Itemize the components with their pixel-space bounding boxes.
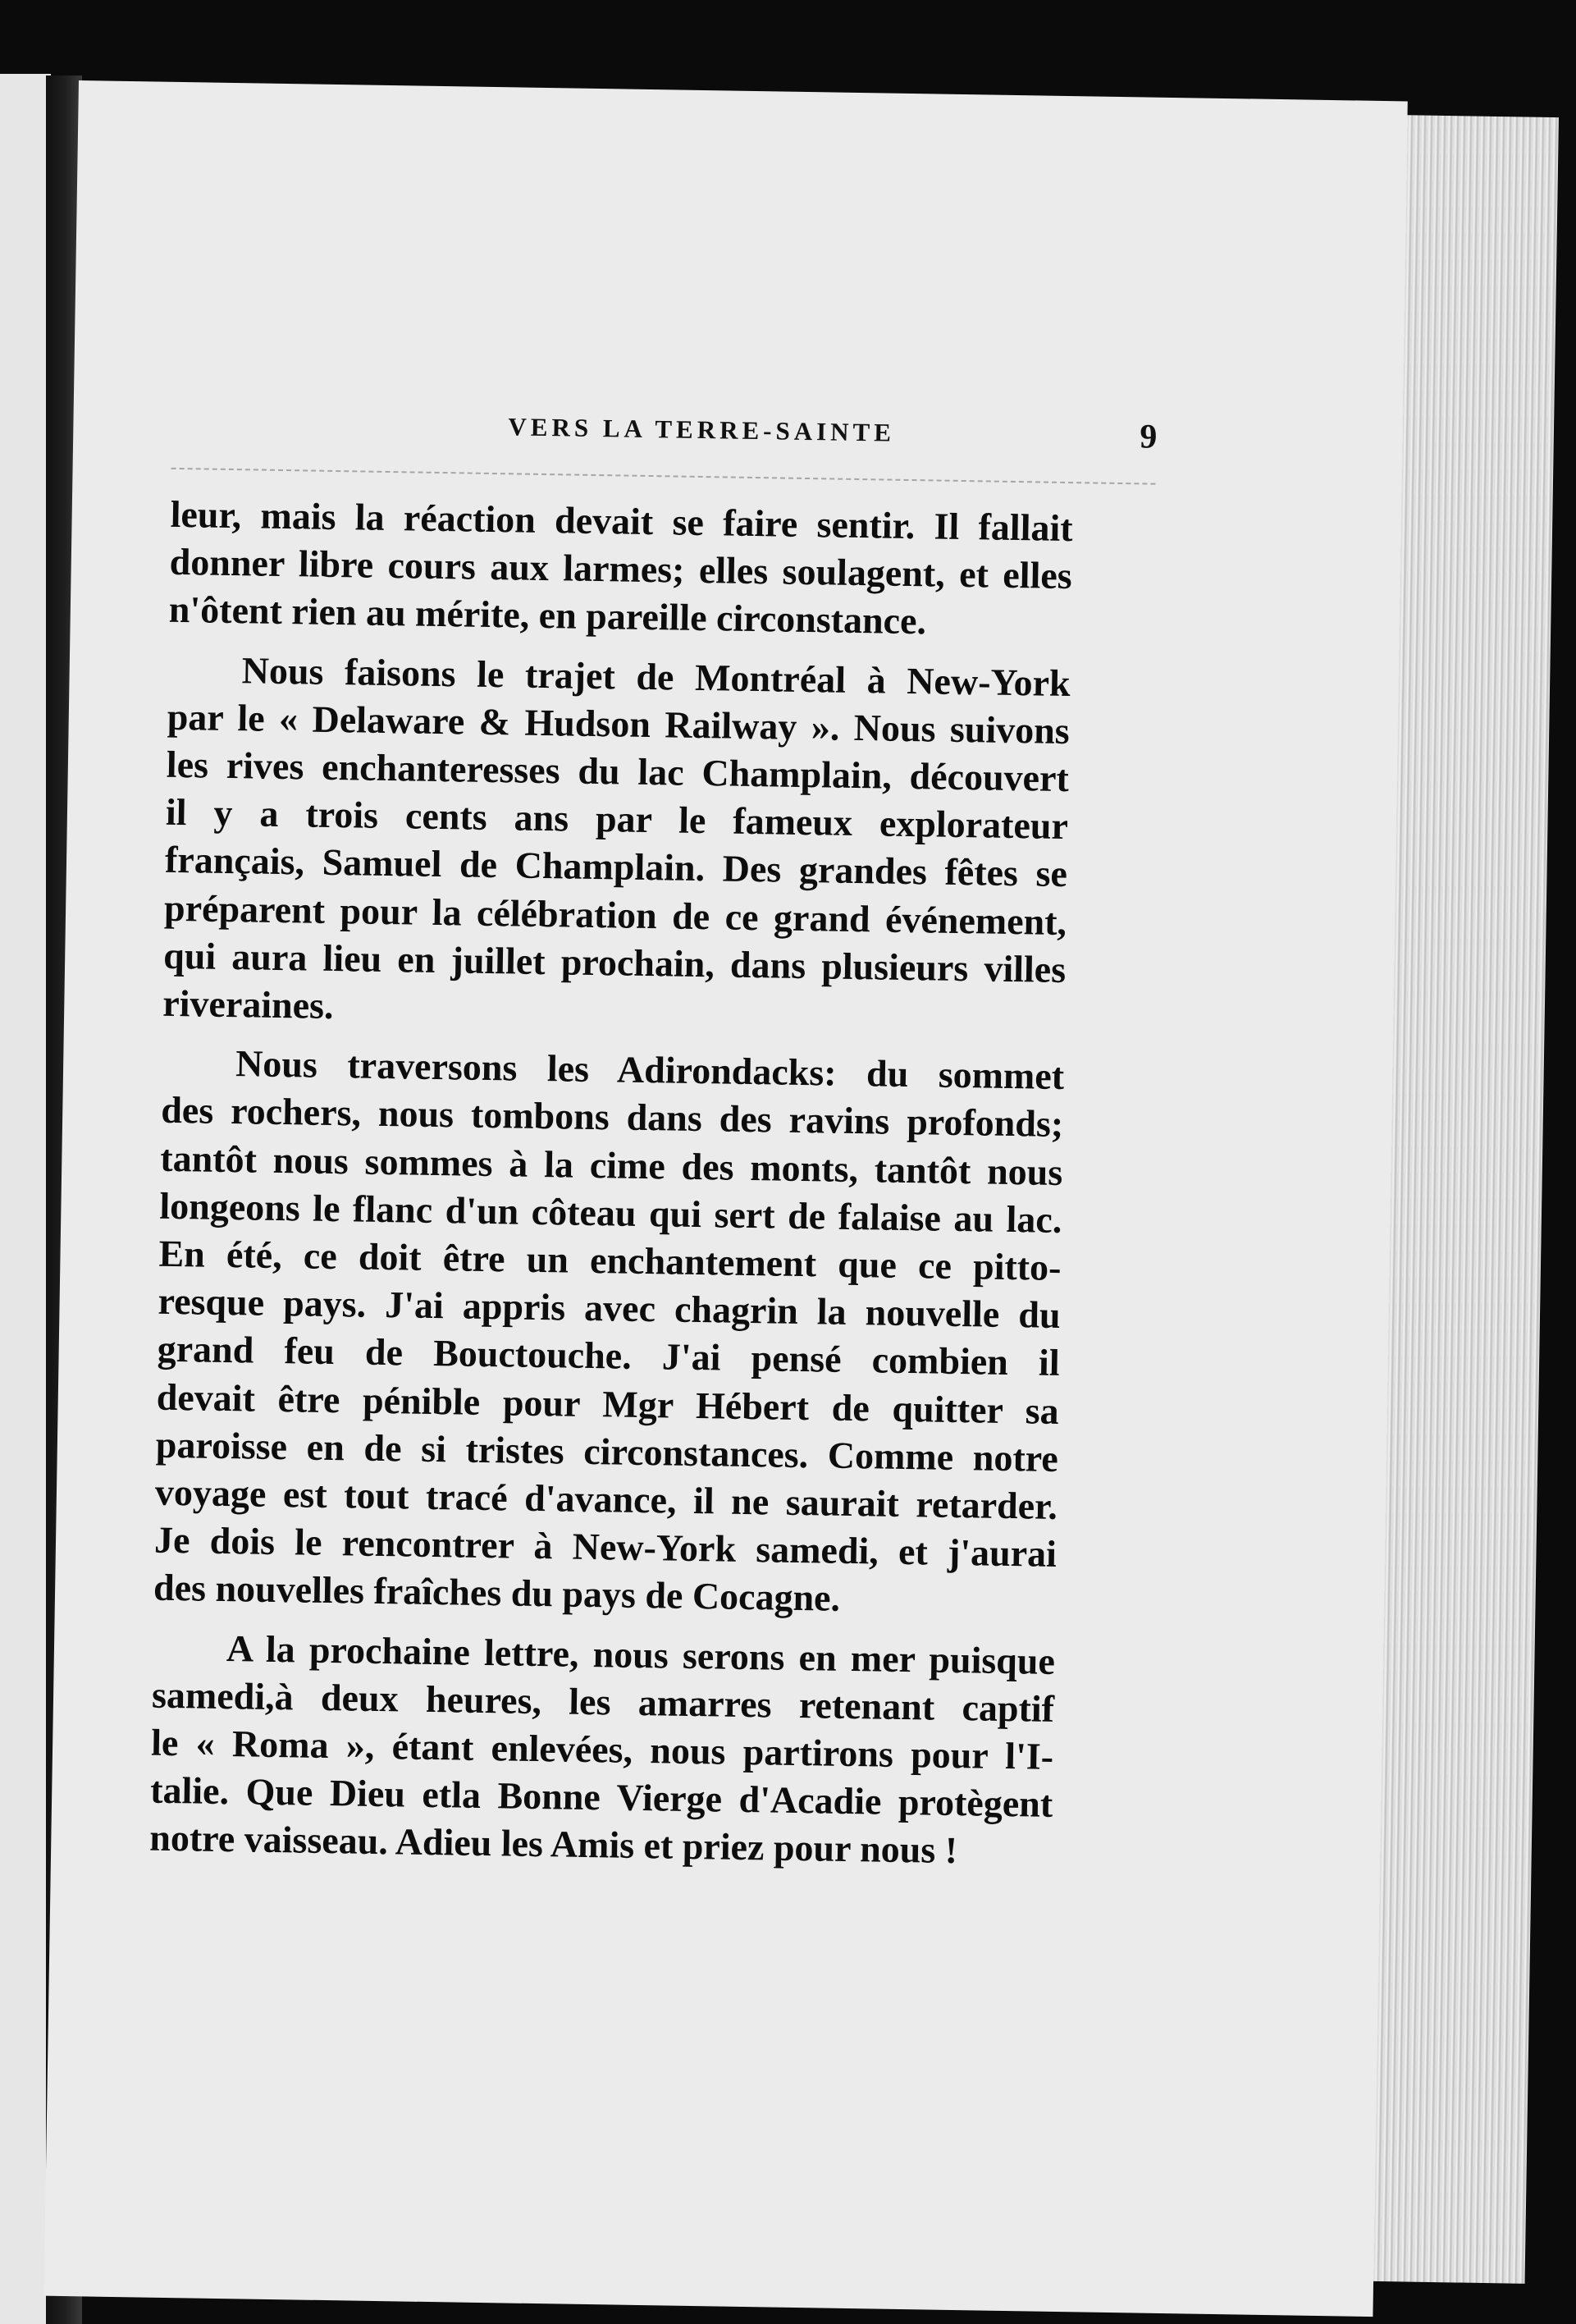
text-line: qui aura lieu en juillet prochain, dans plusieurs villes — [162, 934, 1067, 990]
text-line: resque pays. J'ai appris avec chagrin la nouvelle du — [158, 1279, 1061, 1337]
text-line: talie. Que Dieu etla Bonne Vierge d'Acadie protègent — [149, 1768, 1053, 1826]
text-line: tantôt nous sommes à la cime des monts, tantôt nous — [159, 1137, 1063, 1193]
text-line: n'ôtent rien au mérite, en pareille circonstance. — [168, 588, 927, 643]
text-line: A la prochaine lettre, nous serons en mer puisque — [226, 1626, 1056, 1682]
running-title: VERS LA TERRE-SAINTE — [508, 412, 896, 447]
text-line: riveraines. — [162, 981, 334, 1027]
text-line: donner libre cours aux larmes; elles soulagent, et elles — [169, 541, 1073, 597]
facing-page-edge — [0, 74, 51, 2324]
text-line: samedi,à deux heures, les amarres retenant captif — [151, 1673, 1055, 1730]
text-line: préparent pour la célébration de ce grand événement, — [163, 886, 1067, 943]
paragraph-3 — [153, 1039, 1065, 1626]
text-line: par le « Delaware & Hudson Railway ». Nous suivons — [167, 695, 1071, 752]
text-line: Je dois le rencontrer à New-York samedi, et j'aurai — [153, 1518, 1058, 1576]
text-line: grand feu de Bouctouche. J'ai pensé combien il — [157, 1328, 1060, 1384]
text-line: les rives enchanteresses du lac Champlain, découvert — [166, 743, 1070, 800]
page-number: 9 — [1139, 418, 1158, 456]
text-line: devait être pénible pour Mgr Hébert de quitter sa — [156, 1375, 1060, 1432]
text-line: paroisse en de si tristes circonstances. Comme notre — [155, 1423, 1059, 1480]
paragraph-2 — [162, 645, 1071, 1041]
body-text — [149, 491, 1073, 1888]
text-line: français, Samuel de Champlain. Des grandes fêtes se — [164, 839, 1068, 895]
paragraph-1 — [168, 491, 1073, 648]
text-line: des rochers, nous tombons dans des ravins profonds; — [160, 1089, 1064, 1146]
text-line: voyage est tout tracé d'avance, il ne saurait retarder. — [154, 1471, 1058, 1528]
text-line: longeons le flanc d'un côteau qui sert de falaise au lac. — [159, 1184, 1062, 1241]
text-line: il y a trois cents ans par le fameux explorateur — [165, 790, 1069, 848]
text-line: notre vaisseau. Adieu les Amis et priez pour nous ! — [148, 1817, 958, 1872]
text-line: des nouvelles fraîches du pays de Cocagne. — [153, 1567, 841, 1620]
text-line: le « Roma », étant enlevées, nous partirons pour l'I- — [150, 1721, 1054, 1777]
text-line: En été, ce doit être un enchantement que ce pitto- — [158, 1232, 1062, 1289]
paragraph-4 — [149, 1623, 1055, 1876]
text-line: Nous faisons le trajet de Montréal à New-York — [241, 648, 1071, 704]
text-line: leur, mais la réaction devait se faire sentir. Il fallait — [170, 492, 1073, 550]
text-line: Nous traversons les Adirondacks: du sommet — [235, 1042, 1065, 1098]
running-header — [426, 406, 1165, 483]
book-page — [44, 80, 1408, 2317]
